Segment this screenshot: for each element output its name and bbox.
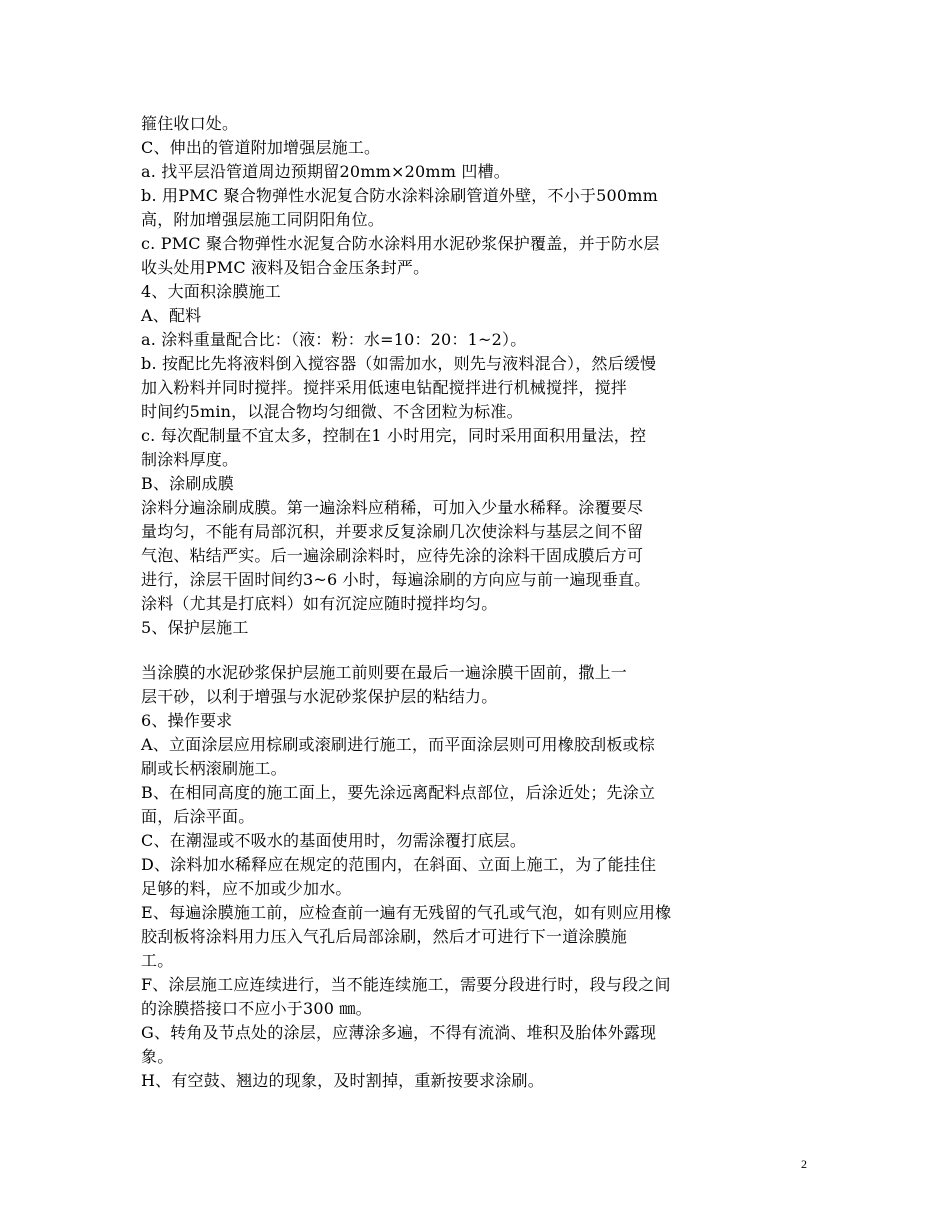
text-line: B、在相同高度的施工面上，要先涂远离配料点部位，后涂近处；先涂立	[141, 783, 656, 802]
text-line: 加入粉料并同时搅拌。搅拌采用低速电钻配搅拌进行机械搅拌，搅拌	[141, 378, 628, 397]
text-line: a. 涂料重量配合比：（液：粉：水=10：20：1~2）。	[141, 330, 527, 349]
text-line: 当涂膜的水泥砂浆保护层施工前则要在最后一遍涂膜干固前，撒上一	[141, 663, 628, 682]
section-heading: 4、大面积涂膜施工	[141, 282, 281, 301]
text-line: 象。	[141, 1047, 174, 1066]
paragraph-block-2	[141, 661, 781, 1093]
text-line: 进行，涂层干固时间约3~6 小时，每遍涂刷的方向应与前一遍现垂直。	[141, 570, 651, 589]
text-line: D、涂料加水稀释应在规定的范围内，在斜面、立面上施工，为了能挂住	[141, 855, 657, 874]
section-heading: C、伸出的管道附加增强层施工。	[141, 138, 381, 157]
text-line: 的涂膜搭接口不应小于300 ㎜。	[141, 999, 372, 1018]
text-line: a. 找平层沿管道周边预期留20mm×20mm 凹槽。	[141, 162, 511, 181]
text-line: 箍住收口处。	[141, 114, 239, 133]
text-line: 层干砂，以利于增强与水泥砂浆保护层的粘结力。	[141, 687, 498, 706]
text-line: C、在潮湿或不吸水的基面使用时，勿需涂覆打底层。	[141, 831, 527, 850]
paragraph-spacer	[141, 640, 781, 661]
section-heading: 5、保护层施工	[141, 618, 249, 637]
page-number: 2	[801, 1157, 807, 1171]
text-line: c. 每次配制量不宜太多，控制在1 小时用完，同时采用面积用量法，控	[141, 426, 647, 445]
text-line: 面，后涂平面。	[141, 807, 255, 826]
text-line: 制涂料厚度。	[141, 450, 239, 469]
text-line: F、涂层施工应连续进行，当不能连续施工，需要分段进行时，段与段之间	[141, 975, 671, 994]
text-line: G、转角及节点处的涂层，应薄涂多遍，不得有流淌、堆积及胎体外露现	[141, 1023, 657, 1042]
text-line: E、每遍涂膜施工前，应检查前一遍有无残留的气孔或气泡，如有则应用橡	[141, 903, 672, 922]
text-line: 涂料（尤其是打底料）如有沉淀应随时搅拌均匀。	[141, 594, 498, 613]
text-line: H、有空鼓、翘边的现象，及时割掉，重新按要求涂刷。	[141, 1071, 544, 1090]
text-line: 工。	[141, 951, 174, 970]
text-line: b. 用PMC 聚合物弹性水泥复合防水涂料涂刷管道外壁，不小于500mm	[141, 186, 658, 205]
text-line: 气泡、粘结严实。后一遍涂刷涂料时，应待先涂的涂料干固成膜后方可	[141, 546, 644, 565]
text-line: 刷或长柄滚刷施工。	[141, 759, 287, 778]
text-line: 收头处用PMC 液料及铝合金压条封严。	[141, 258, 430, 277]
section-heading: 6、操作要求	[141, 711, 233, 730]
section-heading: B、涂刷成膜	[141, 474, 234, 493]
section-heading: A、配料	[141, 306, 202, 325]
text-line: 高，附加增强层施工同阴阳角位。	[141, 210, 385, 229]
paragraph-block-1	[141, 112, 781, 640]
text-line: 涂料分遍涂刷成膜。第一遍涂料应稍稀，可加入少量水稀释。涂覆要尽	[141, 498, 644, 517]
text-line: 时间约5min，以混合物均匀细微、不含团粒为标准。	[141, 402, 523, 421]
text-line: 胶刮板将涂料用力压入气孔后局部涂刷，然后才可进行下一道涂膜施	[141, 927, 628, 946]
text-line: b. 按配比先将液料倒入搅容器（如需加水，则先与液料混合），然后缓慢	[141, 354, 657, 373]
document-body	[141, 112, 781, 1093]
text-line: 量均匀，不能有局部沉积，并要求反复涂刷几次使涂料与基层之间不留	[141, 522, 644, 541]
text-line: c. PMC 聚合物弹性水泥复合防水涂料用水泥砂浆保护覆盖，并于防水层	[141, 234, 660, 253]
text-line: A、立面涂层应用棕刷或滚刷进行施工，而平面涂层则可用橡胶刮板或棕	[141, 735, 655, 754]
text-line: 足够的料，应不加或少加水。	[141, 879, 352, 898]
